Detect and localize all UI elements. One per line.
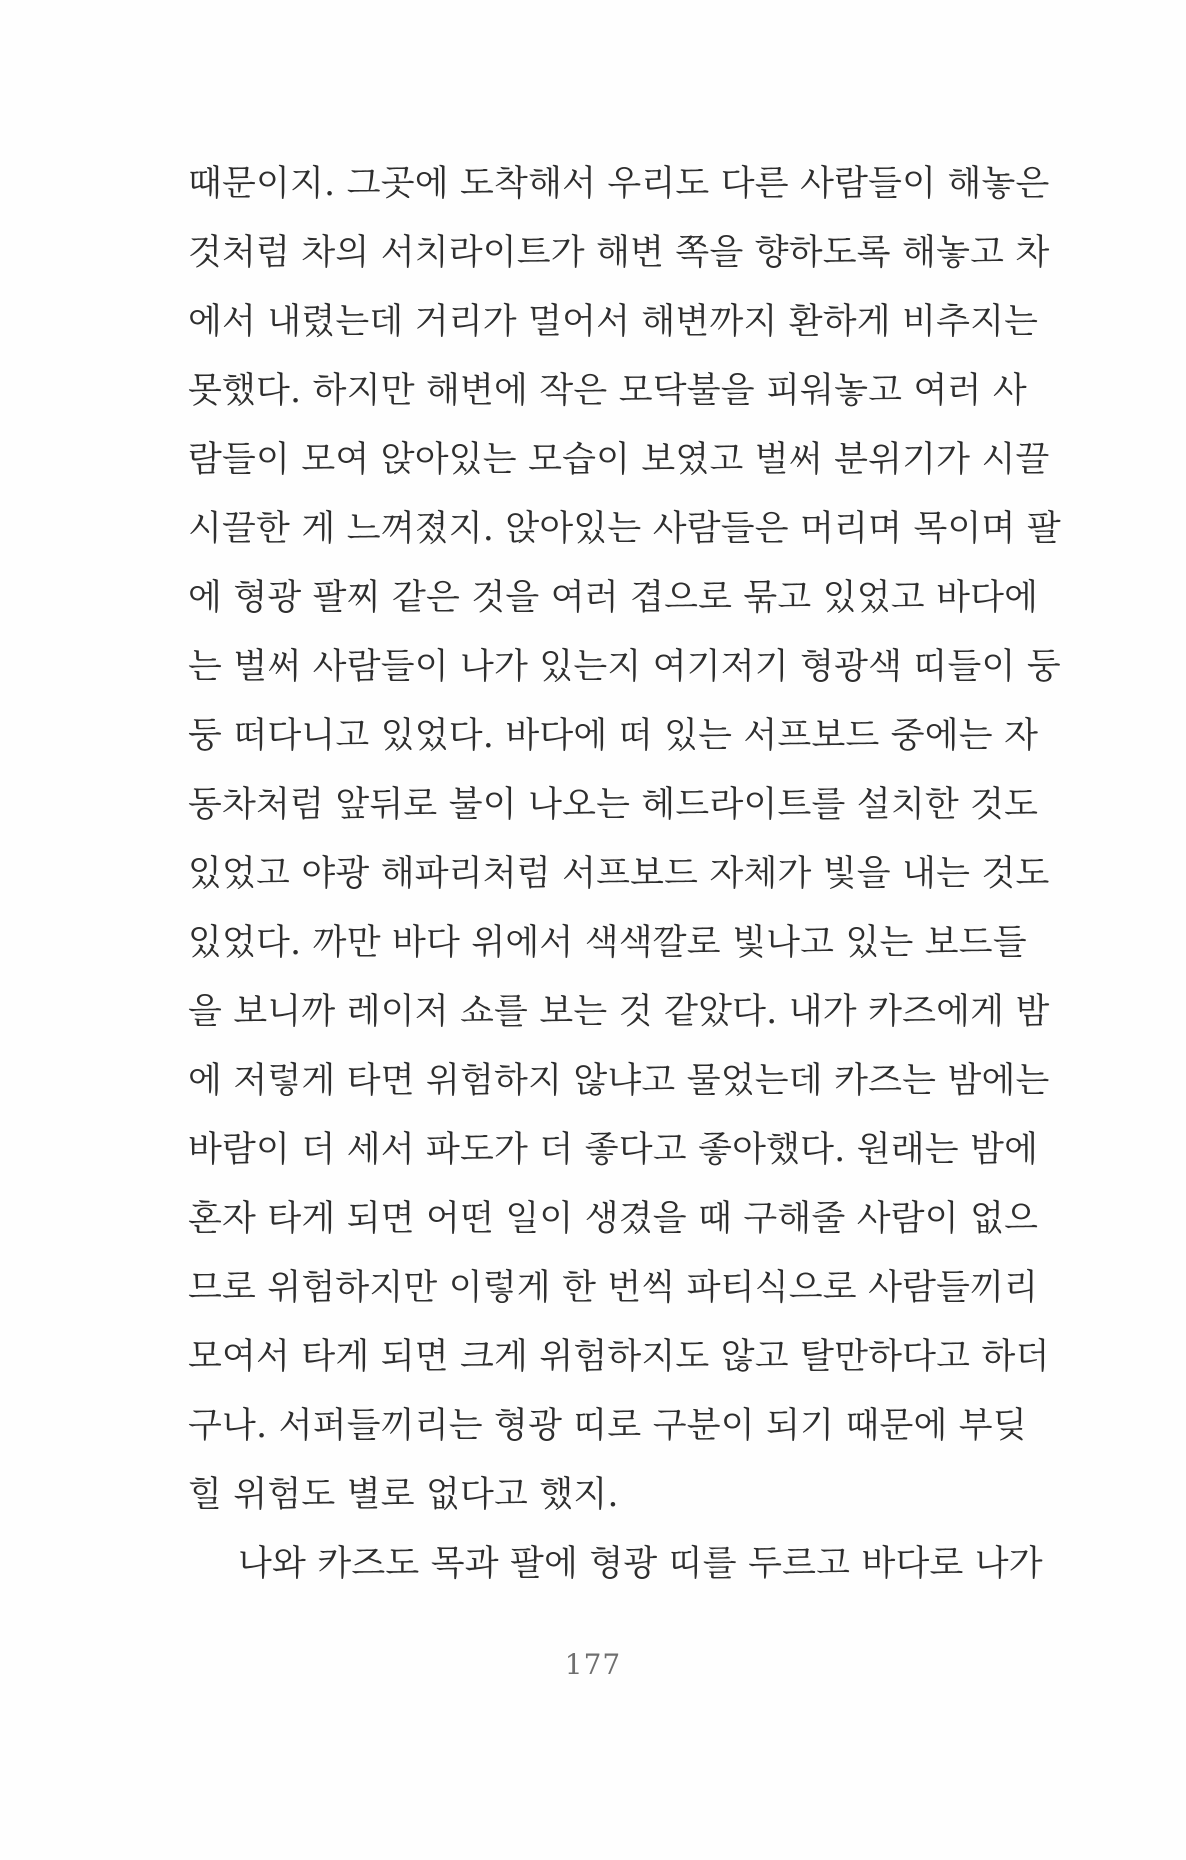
text-line: 시끌한 게 느껴졌지. 앉아있는 사람들은 머리며 목이며 팔 bbox=[188, 509, 1061, 549]
text-line: 에 형광 팔찌 같은 것을 여러 겹으로 묶고 있었고 바다에 bbox=[188, 578, 1039, 618]
text-line: 나와 카즈도 목과 팔에 형광 띠를 두르고 바다로 나가 bbox=[238, 1544, 1043, 1584]
text-line: 을 보니까 레이저 쇼를 보는 것 같았다. 내가 카즈에게 밤 bbox=[188, 992, 1050, 1032]
text-line: 모여서 타게 되면 크게 위험하지도 않고 탈만하다고 하더 bbox=[188, 1337, 1050, 1377]
text-line: 에 저렇게 타면 위험하지 않냐고 물었는데 카즈는 밤에는 bbox=[188, 1061, 1050, 1101]
text-line: 있었고 야광 해파리처럼 서프보드 자체가 빛을 내는 것도 bbox=[188, 854, 1050, 894]
text-line: 있었다. 까만 바다 위에서 색색깔로 빛나고 있는 보드들 bbox=[188, 923, 1027, 963]
text-line: 바람이 더 세서 파도가 더 좋다고 좋아했다. 원래는 밤에 bbox=[188, 1130, 1039, 1170]
text-line: 힐 위험도 별로 없다고 했지. bbox=[188, 1475, 619, 1515]
text-line: 둥 떠다니고 있었다. 바다에 떠 있는 서프보드 중에는 자 bbox=[188, 716, 1039, 756]
text-line: 람들이 모여 앉아있는 모습이 보였고 벌써 분위기가 시끌 bbox=[188, 440, 1050, 480]
body-text bbox=[188, 150, 1061, 1599]
text-line: 에서 내렸는데 거리가 멀어서 해변까지 환하게 비추지는 bbox=[188, 302, 1039, 342]
text-line: 못했다. 하지만 해변에 작은 모닥불을 피워놓고 여러 사 bbox=[188, 371, 1027, 411]
text-line: 므로 위험하지만 이렇게 한 번씩 파티식으로 사람들끼리 bbox=[188, 1268, 1039, 1308]
text-line: 때문이지. 그곳에 도착해서 우리도 다른 사람들이 해놓은 bbox=[188, 164, 1050, 204]
text-line: 것처럼 차의 서치라이트가 해변 쪽을 향하도록 해놓고 차 bbox=[188, 233, 1050, 273]
text-line: 동차처럼 앞뒤로 불이 나오는 헤드라이트를 설치한 것도 bbox=[188, 785, 1039, 825]
text-line: 혼자 타게 되면 어떤 일이 생겼을 때 구해줄 사람이 없으 bbox=[188, 1199, 1039, 1239]
text-line: 구나. 서퍼들끼리는 형광 띠로 구분이 되기 때문에 부딪 bbox=[188, 1406, 1027, 1446]
page-number: 177 bbox=[564, 1648, 622, 1681]
text-line: 는 벌써 사람들이 나가 있는지 여기저기 형광색 띠들이 둥 bbox=[188, 647, 1061, 687]
